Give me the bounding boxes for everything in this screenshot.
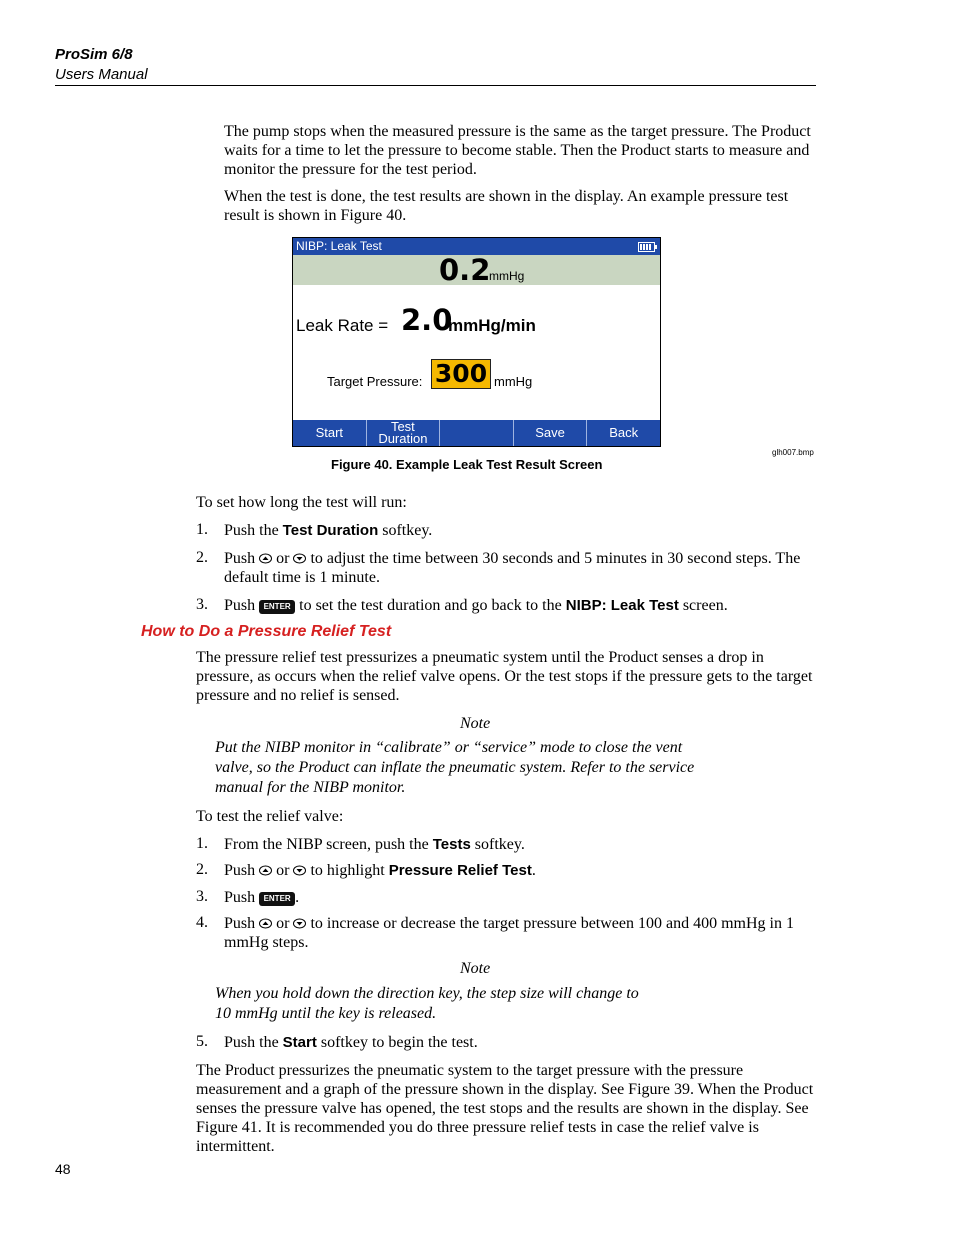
step-text: Push or to increase or decrease the target pressure between 100 and 400 mmHg in 1 mmHg steps. xyxy=(224,915,794,951)
up-arrow-key-icon xyxy=(259,865,272,876)
softkey-save[interactable]: Save xyxy=(514,420,588,446)
note-heading: Note xyxy=(460,715,491,732)
step-text: Push ENTER . xyxy=(224,889,300,906)
intro-paragraph-2: When the test is done, the test results are shown in the display. An example pressure test result is shown in Figure 40. xyxy=(224,188,789,224)
step-number: 3. xyxy=(196,888,208,905)
screen-main-area xyxy=(293,285,660,420)
enter-key-icon: ENTER xyxy=(259,600,295,614)
down-arrow-key-icon xyxy=(293,553,306,564)
step-number: 1. xyxy=(196,835,208,852)
step-number: 2. xyxy=(196,861,208,878)
step-text: Push the Start softkey to begin the test. xyxy=(224,1034,478,1051)
manual-title: ProSim 6/8 xyxy=(55,46,133,63)
softkey-name: Test Duration xyxy=(282,522,379,539)
step-number: 2. xyxy=(196,549,208,566)
down-arrow-key-icon xyxy=(293,865,306,876)
step-text: Push or to highlight Pressure Relief Test. xyxy=(224,862,536,879)
leak-test-screen xyxy=(292,237,661,447)
leak-rate-value: 2.0 xyxy=(401,303,453,337)
battery-icon xyxy=(638,242,655,252)
note-heading: Note xyxy=(460,960,491,977)
section-heading: How to Do a Pressure Relief Test xyxy=(141,623,392,640)
step-text: From the NIBP screen, push the Tests softkey. xyxy=(224,836,525,853)
softkey-back[interactable]: Back xyxy=(609,425,639,440)
softkey-test-duration[interactable]: Test Duration xyxy=(367,420,441,446)
enter-key-icon: ENTER xyxy=(259,892,295,906)
step-number: 3. xyxy=(196,596,208,613)
measured-pressure-value: 0.2 xyxy=(439,253,491,287)
softkey-bar xyxy=(293,420,660,446)
intro-paragraph-1: The pump stops when the measured pressure is the same as the target pressure. The Product waits for a time to let the pressure to become stable. Then the Product starts to measure and monitor the pressure for the test period. xyxy=(224,123,811,178)
section-paragraph: The pressure relief test pressurizes a pneumatic system until the Product senses a drop in pressure, as occurs when the relief valve opens. Or the test stops if the pressure gets to the target pressure and no relief is sensed. xyxy=(196,649,813,704)
leak-rate-label: Leak Rate = xyxy=(296,316,389,335)
target-pressure-label: Target Pressure: xyxy=(327,374,423,389)
softkey-start[interactable]: Start xyxy=(293,420,367,446)
step-number: 4. xyxy=(196,914,208,931)
up-arrow-key-icon xyxy=(259,918,272,929)
up-arrow-key-icon xyxy=(259,553,272,564)
screen-name: NIBP: Leak Test xyxy=(565,597,679,614)
target-pressure-value[interactable]: 300 xyxy=(431,359,491,389)
figure-caption: Figure 40. Example Leak Test Result Screen xyxy=(331,457,603,472)
header-rule xyxy=(55,85,816,86)
step-text: Push the Test Duration softkey. xyxy=(224,522,433,539)
leak-rate-unit: mmHg/min xyxy=(448,316,536,335)
softkey-name: Tests xyxy=(432,836,471,853)
note-body: Put the NIBP monitor in “calibrate” or “service” mode to close the vent valve, so the Product can inflate the pneumatic system. Refer to the service manual for the NIBP monitor. xyxy=(215,739,695,796)
step-number: 5. xyxy=(196,1033,208,1050)
down-arrow-key-icon xyxy=(293,918,306,929)
step-text: Push ENTER to set the test duration and go back to the NIBP: Leak Test screen. xyxy=(224,597,728,614)
duration-intro: To set how long the test will run: xyxy=(196,494,407,511)
softkey-name: Start xyxy=(282,1034,317,1051)
note-body: When you hold down the direction key, the step size will change to 10 mmHg until the key is released. xyxy=(215,985,639,1022)
relief-intro: To test the relief valve: xyxy=(196,808,344,825)
closing-paragraph: The Product pressurizes the pneumatic system to the target pressure with the pressure measurement and a graph of the pressure shown in the display. See Figure 39. When the Product senses the pressure valve has opened, the test stops and the results are shown in the display. See Figure 41. It is recommended you do three pressure relief tests in case the relief valve is intermittent. xyxy=(196,1062,814,1155)
step-text: Push or to adjust the time between 30 seconds and 5 minutes in 30 second steps. The default time is 1 minute. xyxy=(224,550,801,586)
step-number: 1. xyxy=(196,521,208,538)
manual-subtitle: Users Manual xyxy=(55,66,148,83)
softkey-empty[interactable] xyxy=(440,420,514,446)
measured-pressure-unit: mmHg xyxy=(489,269,525,283)
page-number: 48 xyxy=(55,1161,71,1177)
menu-item-name: Pressure Relief Test xyxy=(388,862,532,879)
figure-filename: glh007.bmp xyxy=(772,448,814,457)
target-pressure-unit: mmHg xyxy=(494,374,533,389)
screen-title: NIBP: Leak Test xyxy=(296,239,382,253)
